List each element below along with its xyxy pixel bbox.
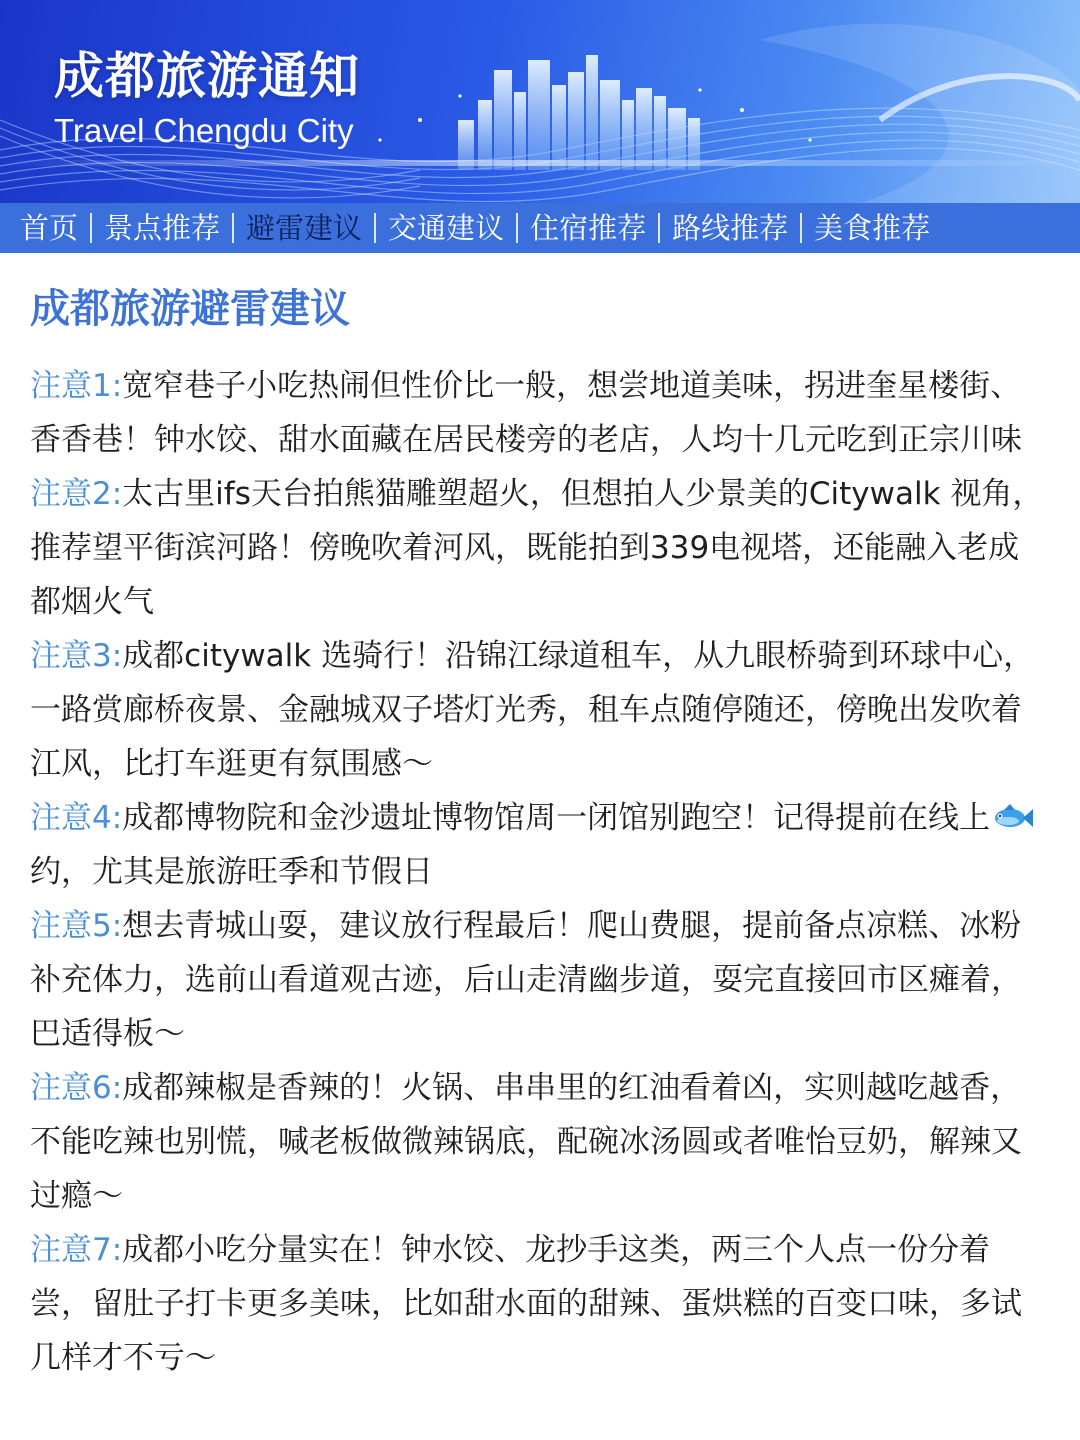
nav-item-transport[interactable]: 交通建议 — [388, 211, 505, 245]
note-item — [30, 359, 1050, 467]
nav-item-home[interactable]: 首页 — [20, 211, 79, 245]
nav-item-attractions[interactable]: 景点推荐 — [104, 211, 221, 245]
note-item — [30, 791, 1050, 899]
note-label: 注意5: — [30, 908, 123, 944]
banner-subtitle: Travel Chengdu City — [54, 112, 354, 149]
header-banner — [0, 0, 1080, 203]
note-text: 成都辣椒是香辣的！火锅、串串里的红油看着凶，实则越吃越香，不能吃辣也别慌，喊老板做微辣锅底，配碗冰汤圆或者唯怡豆奶，解辣又过瘾～ — [30, 1070, 1022, 1214]
page-title: 成都旅游避雷建议 — [30, 286, 350, 332]
top-nav — [0, 203, 1080, 253]
note-label: 注意4: — [30, 800, 123, 836]
note-text: 成都小吃分量实在！钟水饺、龙抄手这类，两三个人点一份分着尝，留肚子打卡更多美味，比如甜水面的甜辣、蛋烘糕的百变口味，多试几样才不亏～ — [30, 1232, 1022, 1376]
note-text: 成都citywalk 选骑行！沿锦江绿道租车，从九眼桥骑到环球中心，一路赏廊桥夜景、金融城双子塔灯光秀，租车点随停随还，傍晚出发吹着江风，比打车逛更有氛围感～ — [30, 638, 1035, 782]
main-content — [0, 253, 1080, 1385]
note-text: 宽窄巷子小吃热闹但性价比一般，想尝地道美味，拐进奎星楼街、香香巷！钟水饺、甜水面藏在居民楼旁的老店，人均十几元吃到正宗川味 — [30, 368, 1022, 458]
note-label: 注意2: — [30, 476, 123, 512]
note-label: 注意3: — [30, 638, 123, 674]
note-text: 约，尤其是旅游旺季和节假日 — [30, 854, 433, 890]
note-label: 注意1: — [30, 368, 123, 404]
note-text: 成都博物院和金沙遗址博物馆周一闭馆别跑空！记得提前在线上 — [122, 800, 991, 836]
note-text: 想去青城山耍，建议放行程最后！爬山费腿，提前备点凉糕、冰粉补充体力，选前山看道观古迹，后山走清幽步道，耍完直接回市区瘫着，巴适得板～ — [30, 908, 1022, 1052]
fish-emoji-icon — [990, 802, 1034, 832]
note-label: 注意7: — [30, 1232, 123, 1268]
note-text: 太古里ifs天台拍熊猫雕塑超火，但想拍人少景美的Citywalk 视角，推荐望平街滨河路！傍晚吹着河风，既能拍到339电视塔，还能融入老成都烟火气 — [30, 476, 1044, 620]
nav-item-food[interactable]: 美食推荐 — [814, 211, 931, 245]
nav-item-accommodation[interactable]: 住宿推荐 — [530, 211, 647, 245]
note-label: 注意6: — [30, 1070, 123, 1106]
note-item — [30, 1061, 1050, 1223]
note-item — [30, 629, 1050, 791]
note-item — [30, 1223, 1050, 1385]
nav-item-pitfall-tips[interactable]: 避雷建议 — [246, 211, 363, 245]
nav-item-routes[interactable]: 路线推荐 — [672, 211, 789, 245]
banner-title: 成都旅游通知 — [54, 47, 360, 105]
note-item — [30, 467, 1050, 629]
note-item — [30, 899, 1050, 1061]
